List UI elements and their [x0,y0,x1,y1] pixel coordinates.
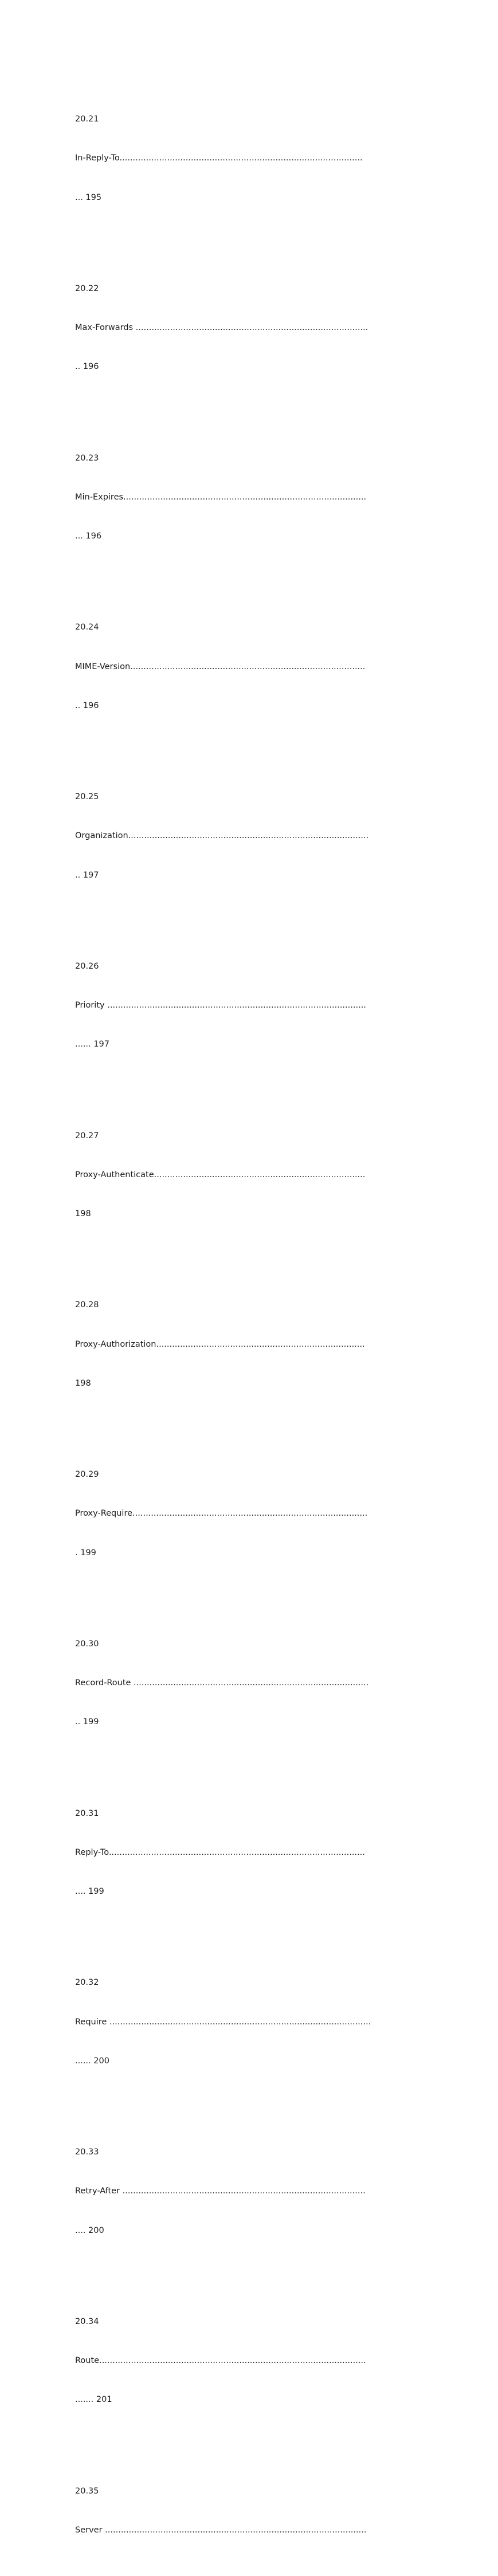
toc-entry-20-21[interactable] [75,87,430,230]
toc-entry-20-34[interactable] [75,2289,430,2432]
toc-entry-20-33[interactable] [75,2120,430,2263]
section-page-line: . 199 [75,1548,96,1558]
section-title-line: Route..................................................................................................... [75,2356,366,2365]
section-page-line: .. 196 [75,362,99,372]
toc-entry-20-28[interactable] [75,1273,430,1416]
section-title-line: MIME-Version......................................................................................... [75,662,366,671]
section-number: 20.29 [75,1470,99,1479]
section-title-line: Proxy-Authenticate................................................................................ [75,1170,366,1179]
section-title-line: Reply-To................................................................................................. [75,1847,365,1857]
section-number: 20.26 [75,961,99,971]
section-title-line: Retry-After ............................................................................................ [75,2186,366,2196]
section-number: 20.27 [75,1131,99,1140]
section-title-line: Priority .................................................................................................. [75,1001,366,1010]
section-title-line: Proxy-Authorization............................................................................... [75,1339,365,1349]
toc-entry-20-23[interactable] [75,426,430,569]
section-page-line: ... 195 [75,192,102,202]
toc-entry-20-31[interactable] [75,1781,430,1924]
section-page-line: .. 199 [75,1717,99,1727]
section-page-line: ...... 200 [75,2056,109,2066]
toc-entry-20-30[interactable] [75,1611,430,1755]
section-number: 20.23 [75,453,99,463]
section-page-line: ... 196 [75,532,102,541]
section-number: 20.25 [75,792,99,801]
toc-entry-20-32[interactable] [75,1950,430,2094]
section-title-line: Min-Expires............................................................................................ [75,492,367,502]
toc-entry-20-25[interactable] [75,765,430,908]
section-page-line: .... 199 [75,1887,104,1896]
section-page-line: .. 197 [75,870,99,880]
toc-entry-20-24[interactable] [75,595,430,738]
section-title-line: Record-Route ......................................................................................... [75,1678,369,1688]
section-number: 20.35 [75,2486,99,2496]
section-number: 20.21 [75,115,99,124]
section-title-line: Organization........................................................................................... [75,831,369,841]
section-number: 20.31 [75,1808,99,1818]
section-page-line: .... 200 [75,2225,104,2235]
section-page-line: 198 [75,1378,91,1388]
section-title-line: Proxy-Require......................................................................................... [75,1509,368,1519]
section-number: 20.28 [75,1300,99,1310]
section-page-line: 198 [75,1209,91,1218]
toc-entry-20-27[interactable] [75,1103,430,1246]
section-title-line: Max-Forwards ........................................................................................ [75,323,368,332]
toc-entry-20-29[interactable] [75,1442,430,1586]
section-page-line: .. 196 [75,701,99,710]
section-title-line: In-Reply-To............................................................................................ [75,154,363,163]
toc-entry-20-26[interactable] [75,934,430,1077]
section-page-line: ....... 201 [75,2395,112,2405]
table-of-contents [75,61,430,2576]
section-title-line: Require ................................................................................................... [75,2017,371,2027]
section-page-line: ...... 197 [75,1040,109,1049]
section-number: 20.34 [75,2317,99,2326]
section-number: 20.33 [75,2148,99,2157]
section-number: 20.22 [75,284,99,293]
toc-entry-20-35[interactable] [75,2459,430,2563]
section-number: 20.30 [75,1639,99,1649]
section-number: 20.24 [75,623,99,632]
toc-entry-20-22[interactable] [75,256,430,399]
section-number: 20.32 [75,1978,99,1988]
section-title-line: Server ................................................................................................... [75,2525,367,2535]
